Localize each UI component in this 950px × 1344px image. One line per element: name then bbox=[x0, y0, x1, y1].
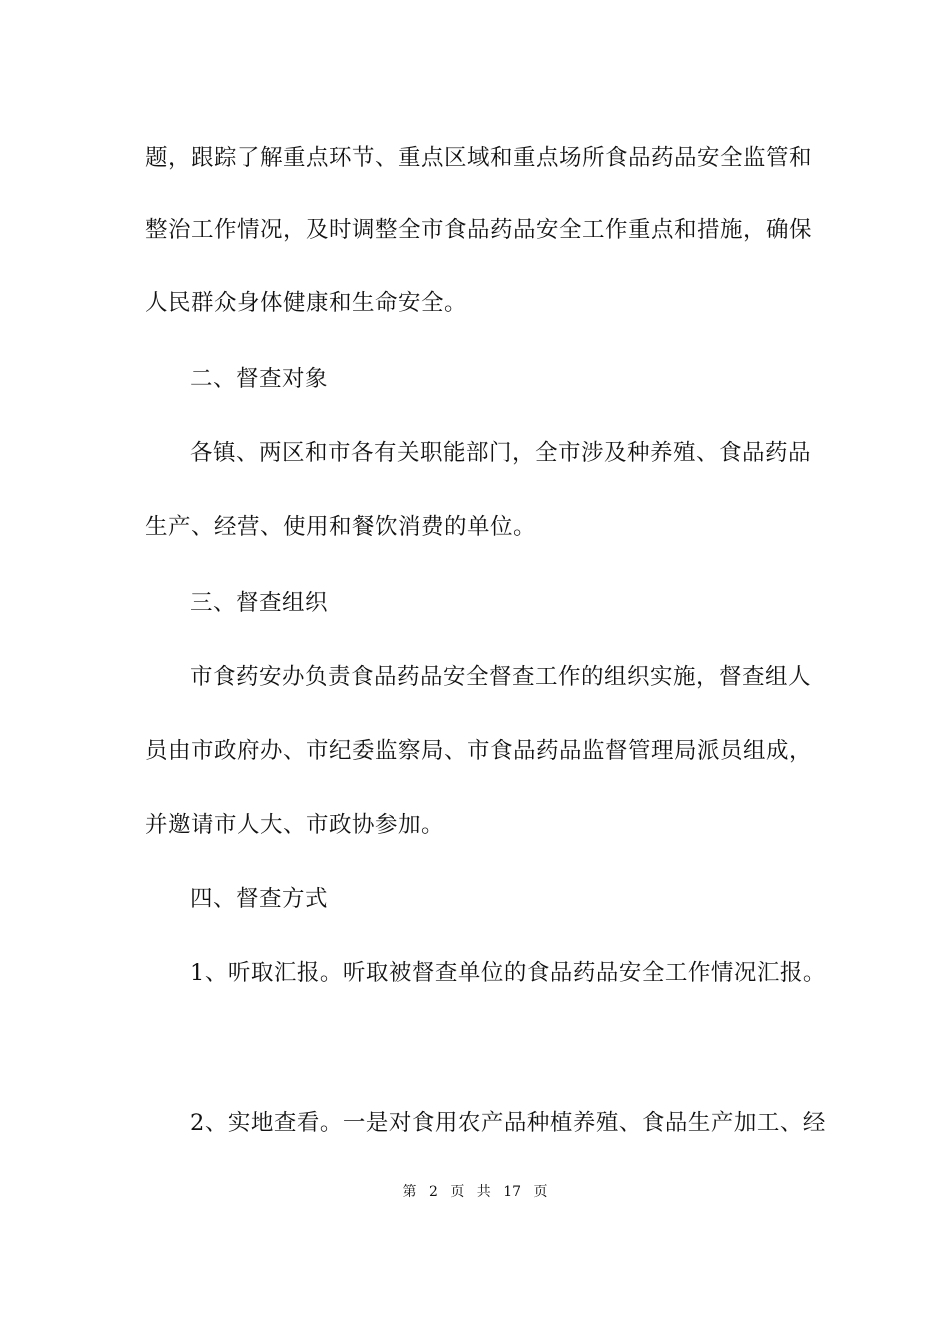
section-heading-3: 三、督查组织 bbox=[190, 590, 329, 616]
body-line-9: 员由市政府办、市纪委监察局、市食品药品监督管理局派员组成， bbox=[145, 738, 813, 764]
body-line-5: 各镇、两区和市各有关职能部门，全市涉及种养殖、食品药品 bbox=[190, 440, 812, 466]
body-line-2: 整治工作情况，及时调整全市食品药品安全工作重点和措施，确保 bbox=[145, 217, 813, 243]
body-line-3: 人民群众身体健康和生命安全。 bbox=[145, 290, 468, 316]
footer-total-pages: 17 bbox=[503, 1184, 522, 1200]
body-line-12: 1、听取汇报。听取被督查单位的食品药品安全工作情况汇报。 bbox=[190, 960, 826, 986]
body-line-10: 并邀请市人大、市政协参加。 bbox=[145, 812, 445, 838]
footer-page-word: 页 bbox=[450, 1184, 465, 1200]
body-line-6: 生产、经营、使用和餐饮消费的单位。 bbox=[145, 514, 537, 540]
section-heading-4: 四、督查方式 bbox=[190, 886, 329, 912]
footer-current-page: 2 bbox=[428, 1184, 438, 1200]
page-footer bbox=[0, 1183, 950, 1201]
footer-total-word: 共 bbox=[476, 1184, 491, 1200]
body-line-13: 2、实地查看。一是对食用农产品种植养殖、食品生产加工、经 bbox=[190, 1110, 826, 1136]
footer-prefix: 第 bbox=[402, 1184, 417, 1200]
section-heading-2: 二、督查对象 bbox=[190, 366, 329, 392]
body-line-1: 题，跟踪了解重点环节、重点区域和重点场所食品药品安全监管和 bbox=[145, 145, 813, 171]
body-line-8: 市食药安办负责食品药品安全督查工作的组织实施，督查组人 bbox=[190, 664, 812, 690]
footer-suffix: 页 bbox=[533, 1184, 548, 1200]
